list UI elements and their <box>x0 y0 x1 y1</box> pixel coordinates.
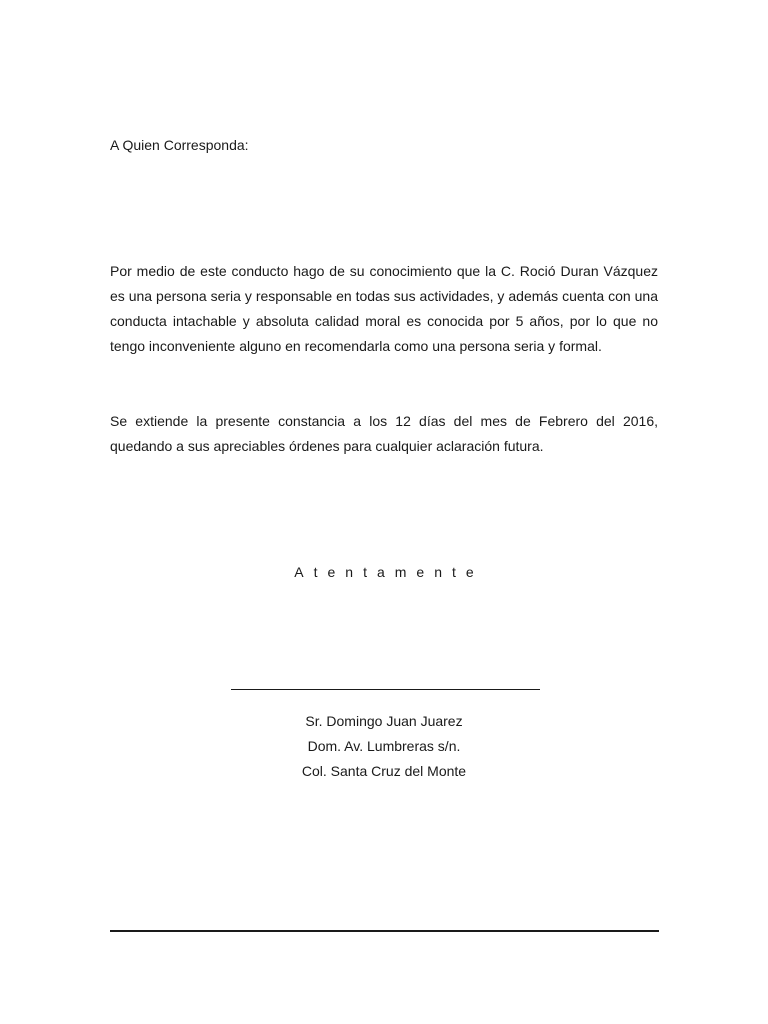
salutation: A Quien Corresponda: <box>110 137 249 153</box>
signer-address-line-1: Dom. Av. Lumbreras s/n. <box>307 738 461 754</box>
signature-line <box>231 689 540 690</box>
signer-address-line-2: Col. Santa Cruz del Monte <box>301 763 467 779</box>
footer-divider <box>110 930 659 932</box>
signer-block <box>0 709 768 784</box>
body-paragraph-recommendation: Por medio de este conducto hago de su conocimiento que la C. Roció Duran Vázquez es una persona seria y responsable en todas sus actividades, y además cuenta con una conducta intachable y absoluta calidad moral es conocida por 5 años, por lo que no tengo inconveniente alguno en recomendarla como una persona seria y formal. <box>110 263 658 354</box>
signer-name: Sr. Domingo Juan Juarez <box>305 713 463 729</box>
body-paragraph-issuance: Se extiende la presente constancia a los 12 días del mes de Febrero del 2016, quedando a sus apreciables órdenes para cualquier aclaración futura. <box>110 413 658 454</box>
closing: Atentamente <box>294 564 484 580</box>
